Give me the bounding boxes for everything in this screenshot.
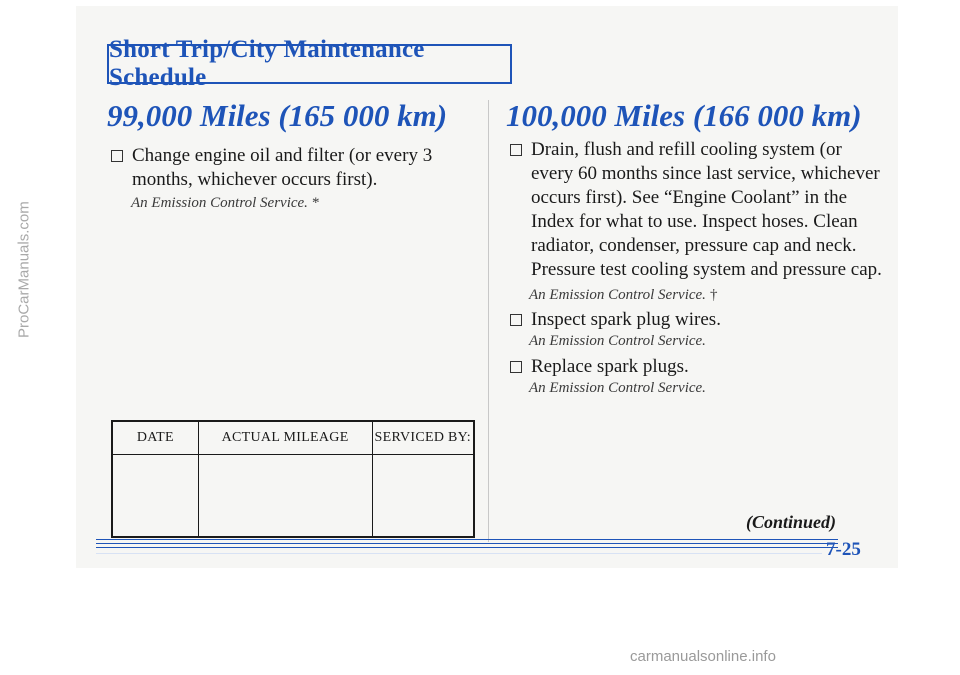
serviced-by-cell[interactable]: [372, 455, 474, 538]
schedule-header-box: [107, 36, 512, 91]
item-text: Drain, flush and refill cooling system (or every 60 months since last service, whichever occurs first). See “Engine Coolant” in the Index for what to use. Inspect hoses. Clean radiator, condenser, pressure cap and neck. Pressure test cooling system and pressure cap.: [531, 139, 882, 280]
left-item-oil-change: [111, 144, 441, 192]
footer-rule: [96, 553, 822, 554]
right-item-cooling-system-note: An Emission Control Service. †: [529, 287, 718, 303]
side-watermark: ProCarManuals.com: [15, 201, 33, 339]
right-section-title: 100,000 Miles (166 000 km): [506, 98, 862, 133]
date-cell[interactable]: [112, 455, 198, 538]
right-item-spark-plug-wires: [510, 308, 885, 332]
column-divider: [488, 100, 489, 542]
checkbox-icon[interactable]: [111, 150, 123, 162]
item-text: Change engine oil and filter (or every 3 months, whichever occurs first).: [132, 145, 433, 190]
left-item-oil-change-note: An Emission Control Service. *: [131, 195, 320, 211]
item-text: Inspect spark plug wires.: [531, 309, 721, 330]
right-item-spark-plug-wires-note: An Emission Control Service.: [529, 333, 706, 349]
table-header-date: DATE: [112, 421, 198, 455]
footer-rule: [96, 543, 838, 544]
checkbox-icon[interactable]: [510, 361, 522, 373]
right-item-spark-plugs: [510, 355, 885, 379]
table-header-serviced-by: SERVICED BY:: [372, 421, 474, 455]
footer-rule: [96, 547, 838, 548]
mileage-cell[interactable]: [198, 455, 372, 538]
right-item-cooling-system: [510, 138, 885, 282]
bottom-watermark: carmanualsonline.info: [630, 648, 776, 665]
service-log-table: [111, 420, 475, 538]
checkbox-icon[interactable]: [510, 314, 522, 326]
table-row: [112, 455, 474, 538]
continued-label: (Continued): [746, 512, 837, 532]
footer-rule: [96, 539, 838, 540]
right-item-spark-plugs-note: An Emission Control Service.: [529, 380, 706, 396]
table-header-actual-mileage: ACTUAL MILEAGE: [198, 421, 372, 455]
page-number: 7-25: [826, 539, 861, 560]
checkbox-icon[interactable]: [510, 144, 522, 156]
dagger-mark: †: [709, 287, 718, 303]
item-text: Replace spark plugs.: [531, 356, 689, 377]
asterisk-mark: *: [311, 195, 320, 211]
left-section-title: 99,000 Miles (165 000 km): [107, 98, 448, 133]
schedule-header-title: Short Trip/City Maintenance Schedule: [109, 36, 425, 91]
